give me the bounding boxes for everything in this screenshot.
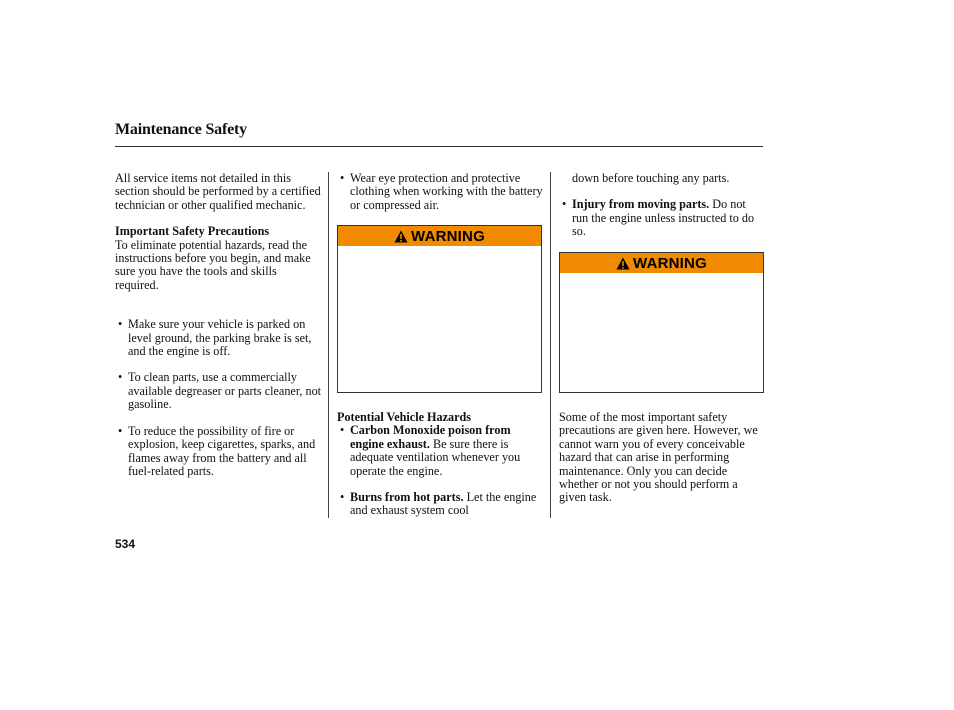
column-divider-1 [328, 172, 329, 518]
lead-paragraph: To eliminate potential hazards, read the instructions before you begin, and make sure you have the tools and skills required. [115, 237, 311, 292]
warning-box-2 [559, 252, 764, 393]
warning-box-1 [337, 225, 542, 393]
column-2 [337, 172, 545, 212]
list-item: • Injury from moving parts. Do not run the engine unless instructed to do so. [562, 197, 755, 239]
list-item: • Make sure your vehicle is parked on level ground, the parking brake is set, and the engine is off. [118, 317, 312, 359]
bullet-icon: • [340, 490, 345, 505]
bullet-icon: • [340, 171, 345, 185]
list-item: • To clean parts, use a commercially available degreaser or parts cleaner, not gasoline. [118, 370, 322, 412]
list-item: • Burns from hot parts. Let the engine and exhaust system cool [340, 490, 537, 518]
page-title: Maintenance Safety [115, 121, 247, 138]
warning-label: WARNING [633, 254, 707, 272]
column-2-hazards [337, 411, 545, 518]
bullet-icon: • [118, 423, 123, 438]
continued-text: down before touching any parts. [572, 171, 730, 185]
warning-banner [560, 253, 763, 273]
bullet-icon: • [562, 197, 567, 212]
bullet-icon: • [340, 423, 345, 438]
bullet-icon: • [118, 317, 123, 332]
list-item: • To reduce the possibility of fire or explosion, keep cigarettes, sparks, and flames away from the battery and all fuel-related parts. [118, 423, 316, 478]
column-1 [115, 172, 323, 478]
closing-paragraph: Some of the most important safety precautions are given here. However, we cannot warn you of every conceivable hazard that can arise in performing maintenance. Only you can decide whether or not you should perform a given task. [559, 410, 758, 505]
warning-triangle-icon [394, 230, 408, 243]
section-heading: Important Safety Precautions [115, 224, 270, 239]
warning-label: WARNING [411, 227, 485, 245]
page-number: 534 [115, 537, 136, 551]
list-item: • Wear eye protection and protective clothing when working with the battery or compressed air. [340, 171, 543, 212]
list-item: • Carbon Monoxide poison from engine exhaust. Be sure there is adequate ventilation whenever you operate the engine. [340, 423, 521, 478]
bullet-icon: • [118, 370, 123, 385]
title-divider [115, 146, 763, 147]
warning-triangle-icon [616, 257, 630, 270]
section-heading: Potential Vehicle Hazards [337, 410, 472, 424]
intro-paragraph: All service items not detailed in this section should be performed by a certified technician or other qualified mechanic. [115, 171, 321, 212]
column-3-closing [559, 411, 765, 505]
column-divider-2 [550, 172, 551, 518]
warning-banner [338, 226, 541, 246]
column-3 [559, 172, 764, 239]
